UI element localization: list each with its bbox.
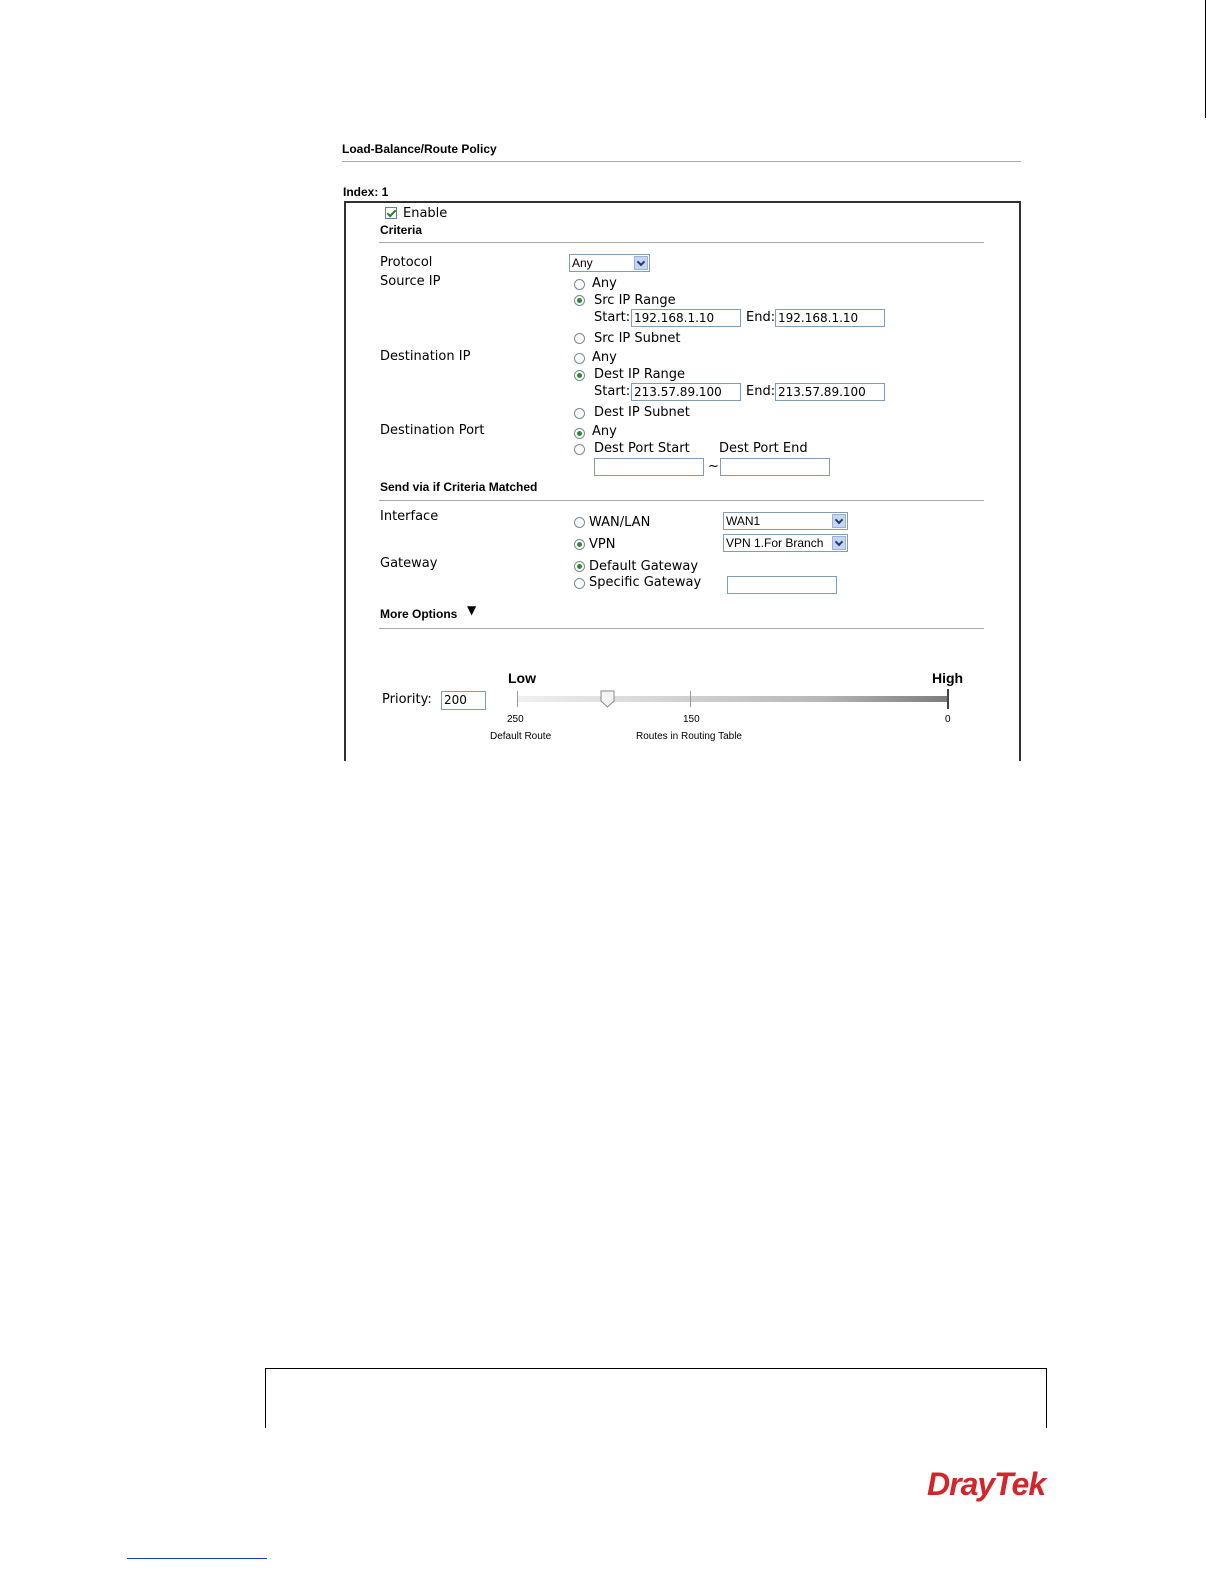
more-options-heading[interactable]: More Options (380, 607, 458, 621)
port-end-label: Dest Port End (719, 441, 808, 456)
port-any-radio[interactable] (574, 428, 585, 439)
tick-label-150: 150 (683, 714, 700, 725)
source-subnet-radio[interactable] (574, 333, 585, 344)
wan-lan-radio[interactable] (574, 517, 585, 528)
port-start-label: Dest Port Start (594, 441, 690, 456)
dest-subnet-radio[interactable] (574, 408, 585, 419)
protocol-select-value: Any (572, 256, 593, 270)
dest-subnet-label: Dest IP Subnet (594, 405, 690, 420)
port-range-radio[interactable] (574, 444, 585, 455)
footer-box (265, 1368, 1047, 1428)
vpn-select-value: VPN 1.For Branch (726, 536, 824, 550)
source-start-label: Start: (594, 310, 631, 325)
index-label: Index: 1 (343, 185, 389, 199)
send-via-heading: Send via if Criteria Matched (380, 480, 538, 494)
criteria-divider (379, 242, 984, 243)
vpn-select[interactable] (723, 534, 848, 552)
enable-label: Enable (403, 206, 448, 221)
dest-end-label: End: (746, 384, 776, 399)
port-start-input[interactable] (594, 458, 704, 476)
page-edge-line (1205, 0, 1206, 118)
routes-label: Routes in Routing Table (636, 731, 742, 742)
slider-tick-250 (517, 691, 518, 707)
dest-ip-label: Destination IP (380, 349, 471, 364)
chevron-down-icon (634, 256, 648, 270)
dest-range-label: Dest IP Range (594, 367, 686, 382)
wan-select[interactable] (723, 512, 848, 530)
priority-label: Priority: (382, 692, 432, 707)
more-options-divider (379, 628, 984, 629)
default-gateway-radio[interactable] (574, 561, 585, 572)
dest-start-label: Start: (594, 384, 631, 399)
high-label: High (932, 670, 964, 686)
chevron-down-icon (832, 536, 846, 550)
source-end-label: End: (746, 310, 776, 325)
port-any-label: Any (592, 424, 617, 439)
criteria-heading: Criteria (380, 223, 423, 237)
specific-gateway-input[interactable] (727, 576, 837, 594)
triangle-down-icon[interactable]: ▼ (467, 603, 477, 617)
dest-any-radio[interactable] (574, 353, 585, 364)
tick-label-0: 0 (945, 714, 951, 725)
draytek-logo: DrayTek (927, 1466, 1046, 1502)
priority-slider-track[interactable] (517, 696, 948, 702)
source-range-label: Src IP Range (594, 293, 676, 308)
source-ip-label: Source IP (380, 274, 441, 289)
dest-any-label: Any (592, 350, 617, 365)
wan-select-value: WAN1 (726, 514, 761, 528)
dest-port-label: Destination Port (380, 423, 485, 438)
page-title: Load-Balance/Route Policy (342, 142, 497, 156)
wan-lan-label: WAN/LAN (589, 515, 651, 530)
slider-handle-icon[interactable] (600, 690, 615, 708)
gateway-label: Gateway (380, 556, 438, 571)
dest-end-input[interactable]: 213.57.89.100 (775, 383, 885, 401)
source-any-label: Any (592, 276, 617, 291)
source-end-input[interactable]: 192.168.1.10 (775, 309, 885, 327)
chevron-down-icon (832, 514, 846, 528)
slider-tick-150 (690, 691, 691, 707)
protocol-label: Protocol (380, 255, 433, 270)
tick-label-250: 250 (507, 714, 524, 725)
slider-tick-0 (947, 689, 949, 709)
default-route-label: Default Route (490, 731, 552, 742)
low-label: Low (508, 670, 536, 686)
port-end-input[interactable] (720, 458, 830, 476)
specific-gateway-label: Specific Gateway (589, 575, 702, 590)
source-any-radio[interactable] (574, 279, 585, 290)
default-gateway-label: Default Gateway (589, 559, 699, 574)
priority-input[interactable]: 200 (441, 691, 486, 710)
protocol-select[interactable] (569, 254, 650, 272)
port-tilde: ~ (708, 459, 719, 474)
source-subnet-label: Src IP Subnet (594, 331, 681, 346)
title-divider (342, 161, 1021, 162)
enable-checkbox[interactable] (385, 207, 397, 219)
vpn-radio[interactable] (574, 539, 585, 550)
interface-label: Interface (380, 509, 439, 524)
send-via-divider (379, 500, 984, 501)
source-start-input[interactable]: 192.168.1.10 (631, 309, 741, 327)
dest-range-radio[interactable] (574, 370, 585, 381)
specific-gateway-radio[interactable] (574, 578, 585, 589)
source-range-radio[interactable] (574, 295, 585, 306)
footer-link-underline (127, 1558, 267, 1559)
dest-start-input[interactable]: 213.57.89.100 (631, 383, 741, 401)
vpn-label: VPN (589, 537, 616, 552)
